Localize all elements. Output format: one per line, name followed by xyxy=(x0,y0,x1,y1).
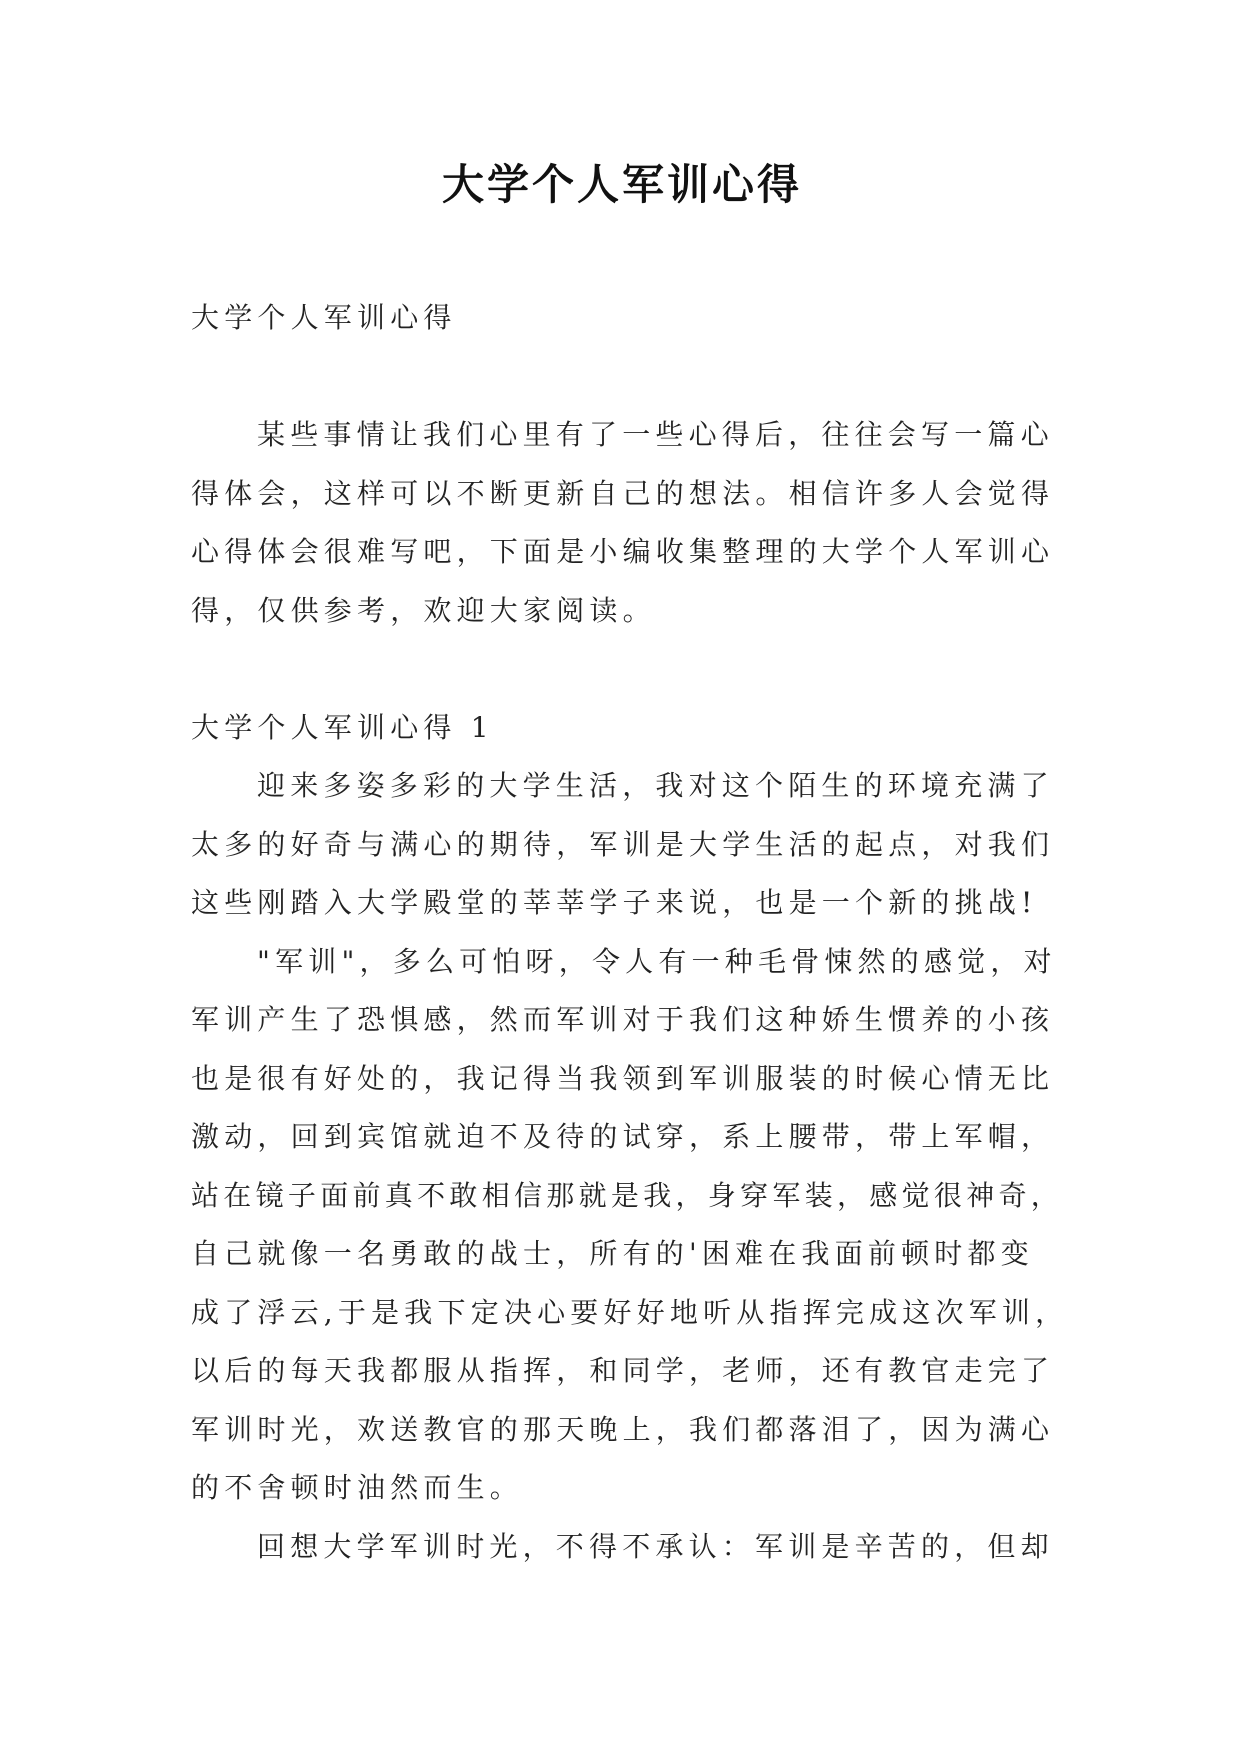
paragraph-line: 的不舍顿时油然而生。 xyxy=(191,1471,524,1504)
paragraph xyxy=(191,1518,1191,1577)
paragraph-line: 回想大学军训时光，不得不承认：军训是辛苦的，但却 xyxy=(257,1529,1054,1563)
paragraph-line: 得，仅供参考，欢迎大家阅读。 xyxy=(191,593,656,627)
intro-paragraph xyxy=(191,406,1191,640)
paragraph-line: "军训"，多么可怕呀，令人有一种毛骨悚然的感觉，对 xyxy=(257,944,1057,978)
subtitle: 大学个人军训心得 xyxy=(191,301,457,334)
paragraph-line: 站在镜子面前真不敢相信那就是我，身穿军装，感觉很神奇， xyxy=(191,1178,1064,1212)
paragraph-line: 心得体会很难写吧，下面是小编收集整理的大学个人军训心 xyxy=(191,535,1055,568)
paragraph-line: 太多的好奇与满心的期待，军训是大学生活的起点，对我们 xyxy=(191,827,1055,861)
paragraph-line: 成了浮云,于是我下定决心要好好地听从指挥完成这次军训， xyxy=(191,1295,1069,1329)
paragraph-line: 激动，回到宾馆就迫不及待的试穿，系上腰带，带上军帽， xyxy=(191,1120,1055,1153)
document-title: 大学个人军训心得 xyxy=(441,160,802,209)
section-heading: 大学个人军训心得 1 xyxy=(191,710,494,744)
paragraph-line: 迎来多姿多彩的大学生活，我对这个陌生的环境充满了 xyxy=(257,769,1054,802)
paragraph xyxy=(191,757,1191,933)
paragraph-line: 军训产生了恐惧感，然而军训对于我们这种娇生惯养的小孩 xyxy=(191,1003,1055,1036)
document-body xyxy=(191,289,1191,1576)
paragraph-line: 这些刚踏入大学殿堂的莘莘学子来说，也是一个新的挑战! xyxy=(191,886,1038,919)
paragraph-line: 也是很有好处的，我记得当我领到军训服装的时候心情无比 xyxy=(191,1061,1055,1095)
paragraph xyxy=(191,933,1191,1518)
paragraph-line: 军训时光，欢送教官的那天晚上，我们都落泪了，因为满心 xyxy=(191,1412,1055,1446)
paragraph-line: 某些事情让我们心里有了一些心得后，往往会写一篇心 xyxy=(257,418,1054,451)
paragraph-line: 自己就像一名勇敢的战士，所有的'困难在我面前顿时都变 xyxy=(191,1237,1034,1270)
paragraph-line: 以后的每天我都服从指挥，和同学，老师，还有教官走完了 xyxy=(191,1354,1055,1387)
paragraph-line: 得体会，这样可以不断更新自己的想法。相信许多人会觉得 xyxy=(191,476,1055,510)
